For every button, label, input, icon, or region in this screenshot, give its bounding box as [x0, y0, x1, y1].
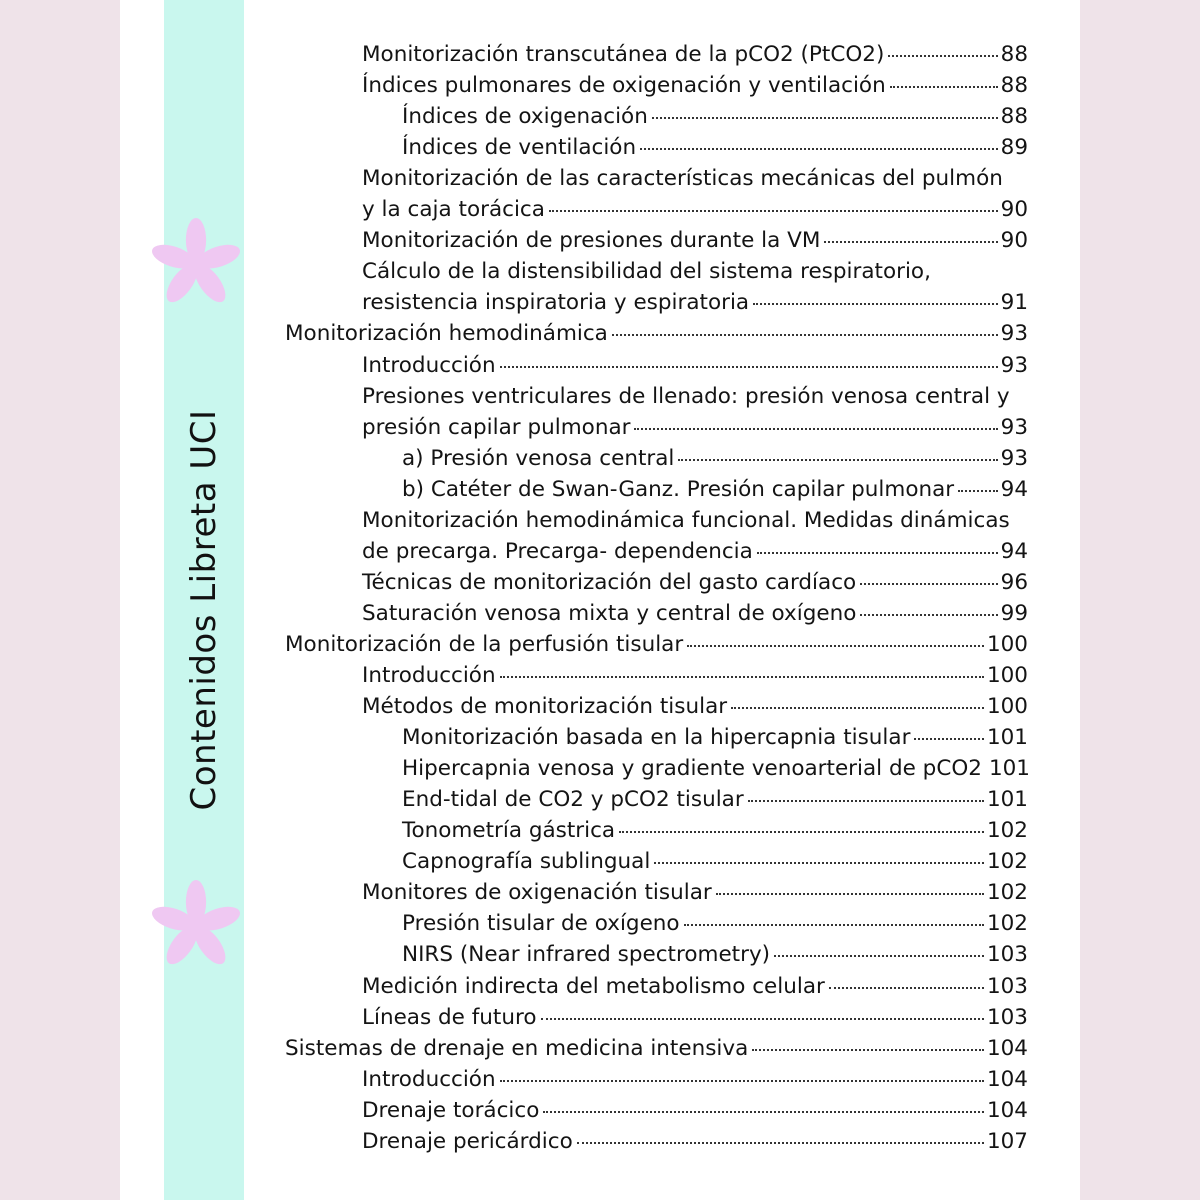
toc-entry-title: Presión tisular de oxígeno — [402, 911, 680, 937]
toc-entry-title: Introducción — [362, 1066, 496, 1092]
toc-entry — [362, 290, 1028, 321]
toc-entry-title: Monitorización hemodinámica funcional. Medidas dinámicas — [362, 507, 1010, 533]
dot-leader — [748, 800, 984, 802]
toc-entry — [402, 849, 1028, 880]
toc-entry — [362, 353, 1028, 384]
toc-entry-page: 103 — [986, 1004, 1028, 1030]
toc-entry-title: Monitorización transcutánea de la pCO2 (PtCO2) — [362, 42, 885, 67]
dot-leader — [888, 55, 997, 57]
toc-entry — [402, 446, 1028, 477]
dot-leader — [500, 1080, 984, 1082]
toc-entry-title: End-tidal de CO2 y pCO2 tisular — [402, 787, 744, 813]
toc-entry-title: Índices de oxigenación — [402, 104, 648, 130]
toc-entry-title: resistencia inspiratoria y espiratoria — [362, 290, 750, 316]
toc-entry — [402, 135, 1028, 166]
toc-entry-title: Monitorización hemodinámica — [285, 321, 608, 347]
toc-entry-title: Monitores de oxigenación tisular — [362, 880, 712, 906]
toc-entry-page: 93 — [1000, 414, 1028, 440]
dot-leader — [687, 645, 984, 647]
dot-leader — [731, 707, 984, 709]
toc-entry-title: Capnografía sublingual — [402, 849, 651, 875]
toc-entry-page: 102 — [986, 880, 1028, 906]
dot-leader — [577, 1142, 984, 1144]
dot-leader — [543, 1111, 984, 1113]
toc-entry-page: 100 — [986, 663, 1028, 688]
toc-entry-title: Tonometría gástrica — [402, 818, 616, 844]
toc-entry — [362, 601, 1028, 632]
toc-entry-page: 100 — [986, 694, 1028, 720]
toc-entry — [402, 911, 1028, 942]
toc-entry — [362, 570, 1028, 601]
toc-entry-title: Monitorización basada en la hipercapnia tisular — [402, 725, 911, 751]
toc-entry-page: 93 — [1000, 321, 1028, 347]
toc-entry-page: 102 — [986, 818, 1028, 844]
toc-entry-page: 89 — [1000, 135, 1028, 161]
toc-entry — [285, 321, 1028, 352]
dot-leader — [640, 148, 998, 150]
toc-entry — [402, 104, 1028, 135]
dot-leader — [678, 459, 997, 461]
dot-leader — [753, 303, 998, 305]
dot-leader — [619, 831, 984, 833]
sidebar-title: Contenidos Libreta UCI — [184, 409, 224, 811]
toc-entry-page: 90 — [1000, 197, 1028, 223]
toc-entry-title: Monitorización de la perfusión tisular — [285, 631, 684, 657]
toc-entry-title: Hipercapnia venosa y gradiente venoarterial de pCO2 — [402, 756, 982, 782]
toc-entry-title: NIRS (Near infrared spectrometry) — [402, 942, 771, 968]
dot-leader — [958, 490, 997, 492]
dot-leader — [860, 583, 997, 585]
toc-entry-title: Saturación venosa mixta y central de oxígeno — [362, 600, 857, 626]
dot-leader — [914, 738, 984, 740]
toc-entry-title: Introducción — [362, 352, 496, 378]
toc-entry-title: presión capilar pulmonar — [362, 414, 631, 440]
toc-entry — [362, 663, 1028, 694]
toc-entry-page: 93 — [1000, 445, 1028, 471]
toc-entry — [362, 384, 1028, 415]
toc-entry-title: Métodos de monitorización tisular — [362, 694, 728, 720]
dot-leader — [634, 428, 997, 430]
toc-entry-page: 88 — [1000, 104, 1028, 130]
toc-entry — [362, 42, 1028, 73]
toc-entry-page: 88 — [1000, 73, 1028, 99]
toc-entry — [362, 1067, 1028, 1098]
toc-entry-page: 101 — [986, 725, 1028, 751]
toc-entry-page: 104 — [986, 1097, 1028, 1123]
toc-entry-title: Índices pulmonares de oxigenación y ventilación — [362, 73, 886, 99]
toc-entry-title: Cálculo de la distensibilidad del sistema respiratorio, — [362, 259, 931, 285]
toc-entry-page: 103 — [986, 973, 1028, 999]
dot-leader — [890, 86, 998, 88]
dot-leader — [752, 1049, 984, 1051]
toc-entry-page: 88 — [1000, 42, 1028, 67]
toc-entry-title: Monitorización de las características mecánicas del pulmón — [362, 166, 1003, 192]
dot-leader — [824, 241, 997, 243]
toc-entry-page: 101 — [986, 787, 1028, 813]
toc-entry-page: 104 — [986, 1066, 1028, 1092]
toc-entry-page: 100 — [986, 631, 1028, 657]
dot-leader — [549, 210, 998, 212]
toc-entry-title: de precarga. Precarga- dependencia — [362, 538, 753, 564]
toc-entry-page: 99 — [1000, 600, 1028, 626]
toc-entry-page: 90 — [1000, 228, 1028, 254]
toc-entry-title: Medición indirecta del metabolismo celular — [362, 973, 825, 999]
toc-entry-title: Presiones ventriculares de llenado: presión venosa central y — [362, 383, 1010, 409]
toc-entry-title: Drenaje torácico — [362, 1097, 540, 1123]
dot-leader — [860, 614, 997, 616]
toc-entry — [402, 477, 1028, 508]
toc-entry-page: 102 — [986, 911, 1028, 937]
toc-entry-title: Índices de ventilación — [402, 135, 637, 161]
toc-entry-page: 101 — [988, 756, 1030, 782]
toc-entry-title: Sistemas de drenaje en medicina intensiva — [285, 1035, 749, 1061]
dot-leader — [716, 893, 984, 895]
toc-entry-page: 94 — [1000, 476, 1028, 502]
toc-entry — [362, 228, 1028, 259]
toc-entry — [362, 415, 1028, 446]
toc-entry-page: 103 — [986, 942, 1028, 968]
toc-entry-title: Técnicas de monitorización del gasto cardíaco — [362, 569, 857, 595]
toc-entry — [402, 942, 1028, 973]
toc-entry — [285, 1036, 1028, 1067]
dot-leader — [541, 1018, 984, 1020]
toc-entry-title: Monitorización de presiones durante la VM — [362, 228, 821, 254]
toc-entry-title: Introducción — [362, 663, 496, 688]
toc-entry — [362, 1005, 1028, 1036]
toc-entry — [402, 725, 1028, 756]
toc-entry — [285, 632, 1028, 663]
toc-entry-page: 107 — [986, 1128, 1028, 1154]
toc-entry — [402, 787, 1028, 818]
toc-entry — [362, 73, 1028, 104]
toc-entry-page: 102 — [986, 849, 1028, 875]
toc-entry-title: Drenaje pericárdico — [362, 1128, 573, 1154]
toc-entry-page: 96 — [1000, 569, 1028, 595]
toc-entry-title: y la caja torácica — [362, 197, 545, 223]
dot-leader — [774, 955, 984, 957]
toc-entry — [362, 1098, 1028, 1129]
dot-leader — [829, 987, 984, 989]
toc-entry-page: 93 — [1000, 352, 1028, 378]
toc-entry-title: Líneas de futuro — [362, 1004, 537, 1030]
toc-entry — [362, 197, 1028, 228]
dot-leader — [652, 117, 998, 119]
dot-leader — [500, 366, 998, 368]
flower-icon — [150, 218, 242, 310]
toc-entry — [362, 974, 1028, 1005]
toc-entry — [362, 166, 1028, 197]
toc-entry — [362, 1129, 1028, 1160]
toc-entry-page: 94 — [1000, 538, 1028, 564]
toc-entry — [362, 694, 1028, 725]
toc-entry-page: 91 — [1000, 290, 1028, 316]
toc-entry — [402, 756, 1028, 787]
toc-entry — [362, 880, 1028, 911]
toc-entry-page: 104 — [986, 1035, 1028, 1061]
toc-entry-title: a) Presión venosa central — [402, 445, 675, 471]
toc-entry — [362, 539, 1028, 570]
toc-entry-title: b) Catéter de Swan-Ganz. Presión capilar pulmonar — [402, 476, 955, 502]
dot-leader — [684, 924, 984, 926]
dot-leader — [500, 676, 984, 678]
toc-entry — [362, 508, 1028, 539]
dot-leader — [654, 862, 984, 864]
dot-leader — [757, 552, 998, 554]
dot-leader — [612, 334, 998, 336]
toc-entry — [362, 259, 1028, 290]
toc-entry — [402, 818, 1028, 849]
flower-icon — [150, 880, 242, 972]
